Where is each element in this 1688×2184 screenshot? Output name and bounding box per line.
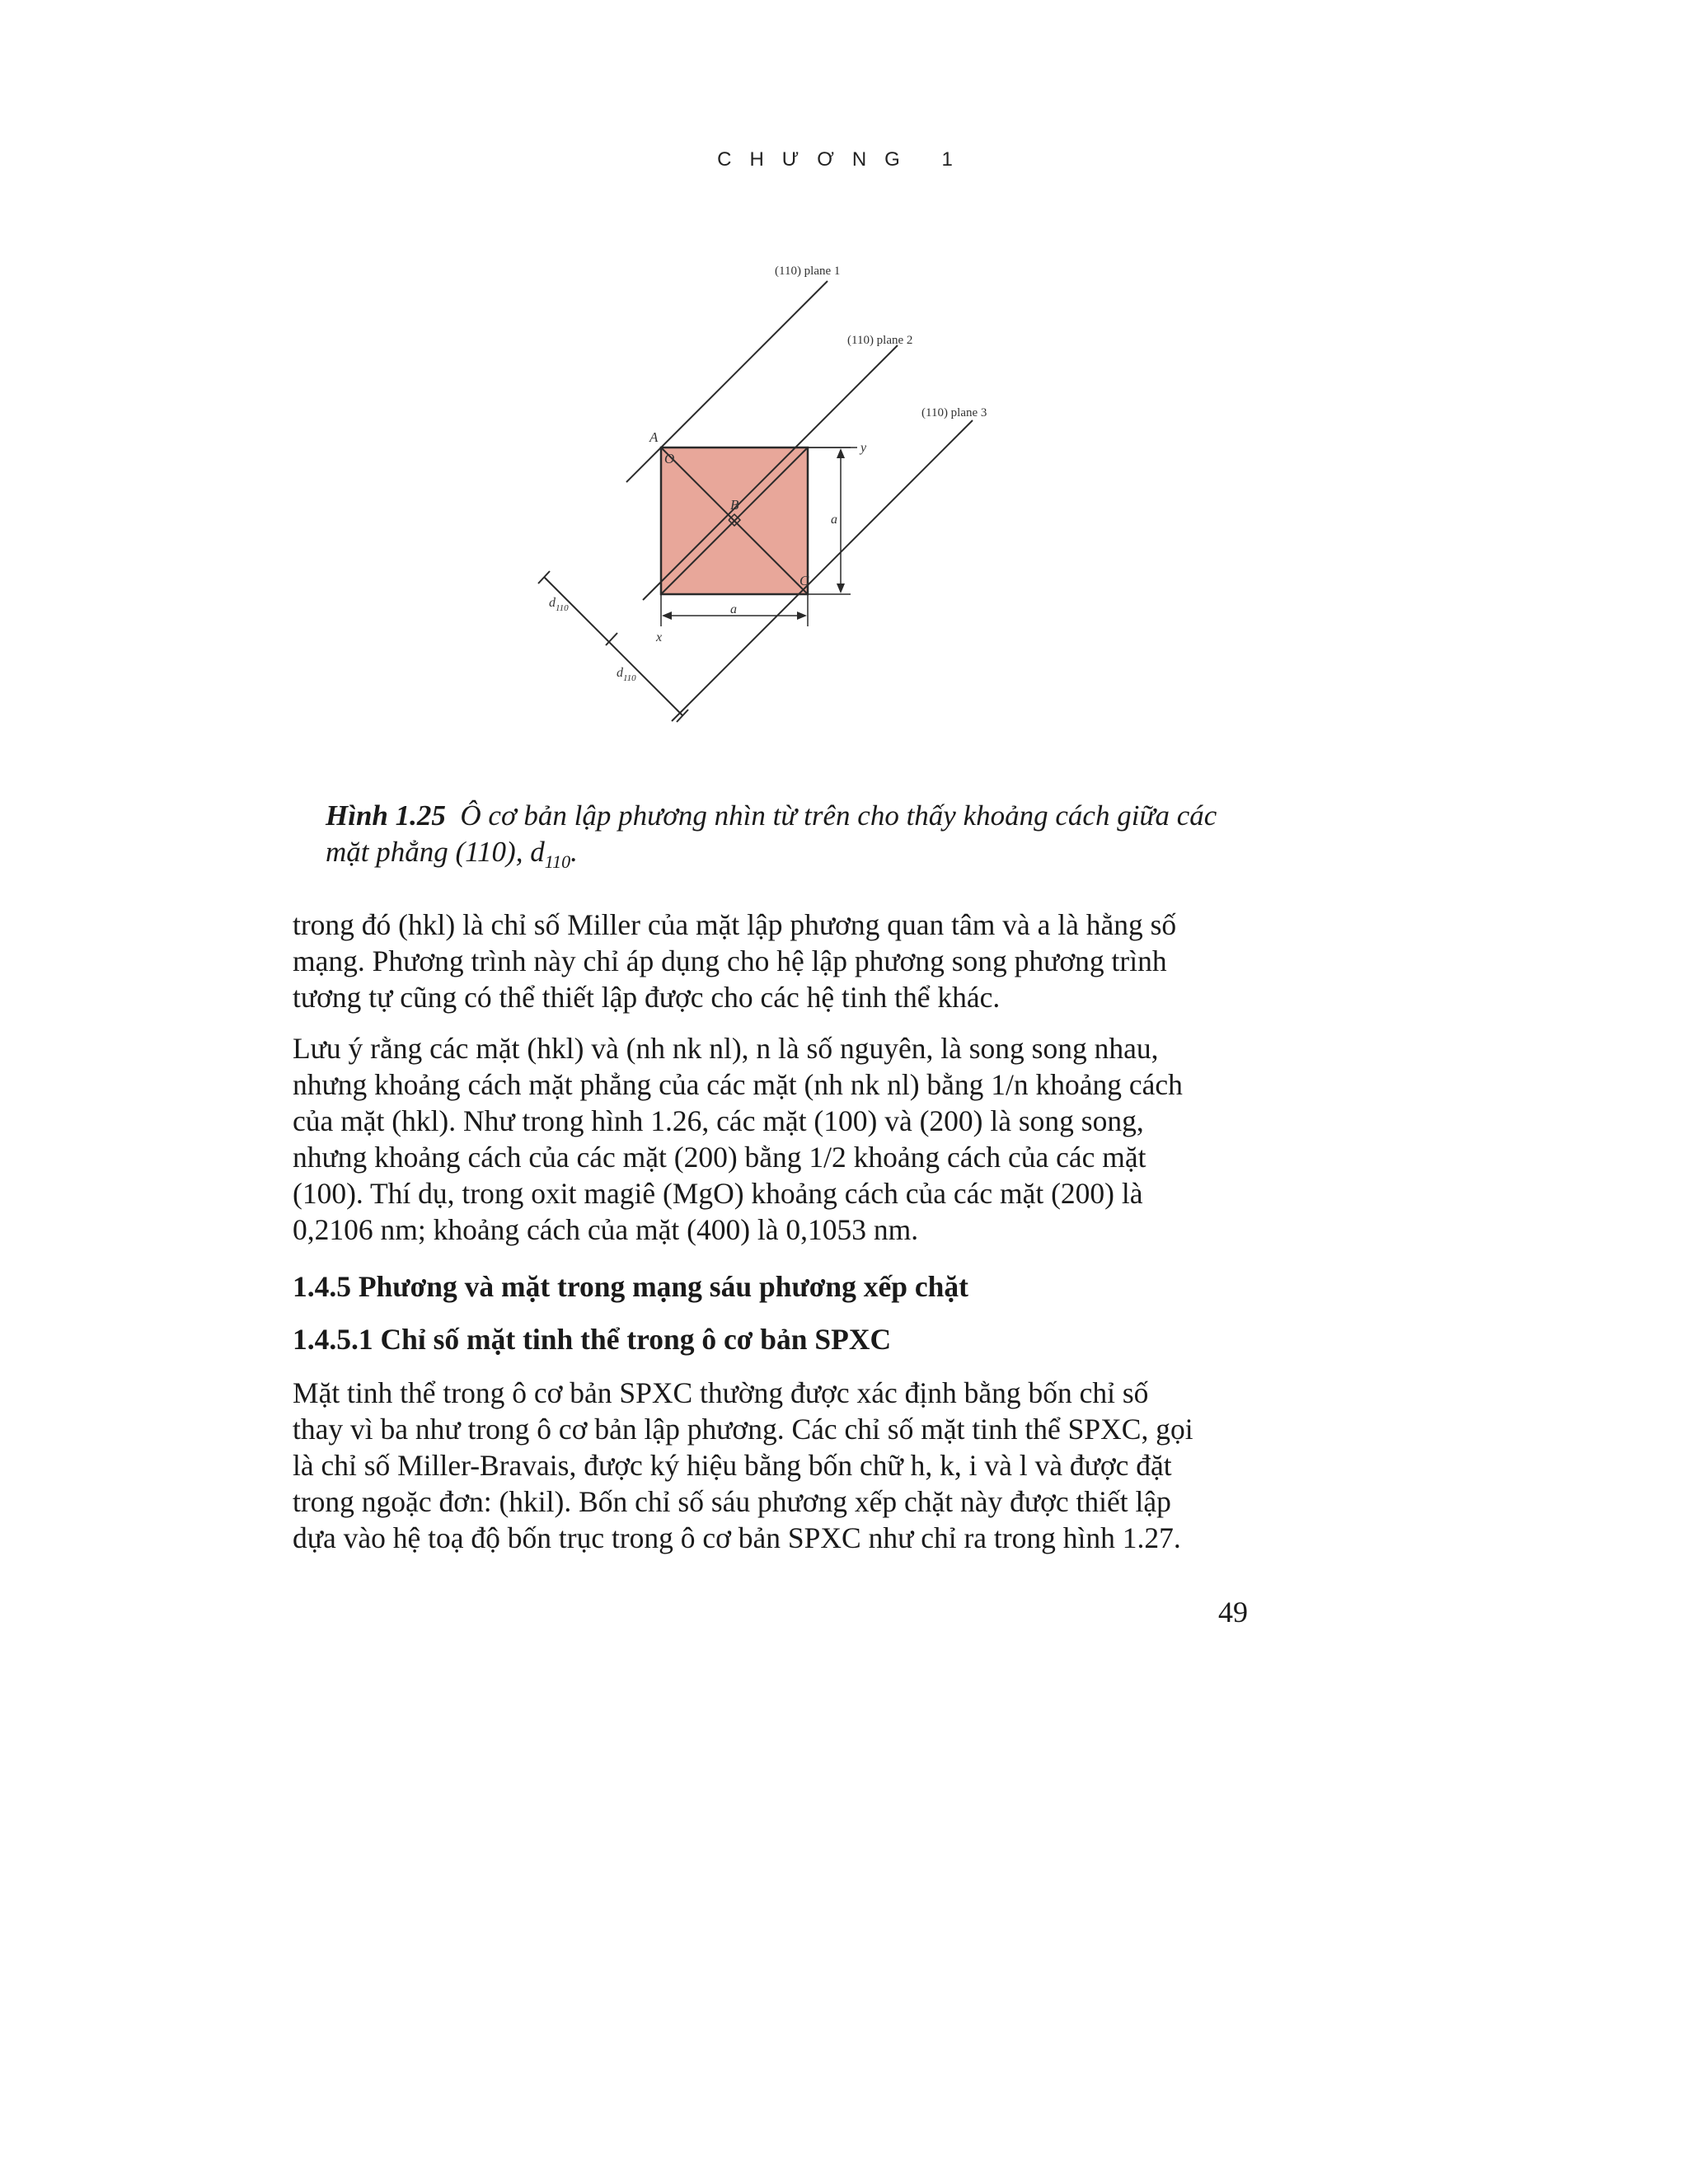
point-b-label: B [730, 497, 739, 513]
caption-line1: Ô cơ bản lập phương nhìn từ trên cho thấy khoảng cách giữa các [460, 799, 1217, 832]
x-axis-label: x [656, 630, 663, 644]
chapter-header: CHƯƠNG 1 [717, 148, 971, 171]
edge-a-right-label: a [831, 513, 837, 527]
caption-line2: mặt phẳng (110), d [326, 836, 545, 868]
plane1-label: (110) plane 1 [775, 265, 841, 278]
paragraph-3: Mặt tinh thể trong ô cơ bản SPXC thường được xác định bằng bốn chỉ số thay vì ba như trong ô cơ bản lập phương. Các chỉ số mặt tinh thể SPXC, gọi là chỉ số Miller-Bravais, được ký hiệu bằng bốn chữ h, k, i và l và được đặt trong ngoặc đơn: (hkil). Bốn chỉ số sáu phương xếp chặt này được thiết lập dựa vào hệ toạ độ bốn trục trong ô cơ bản SPXC như chỉ ra trong hình 1.27. [293, 1376, 1193, 1554]
cubic-cell-diagram [495, 247, 1088, 758]
section-heading: 1.4.5 Phương và mặt trong mạng sáu phương xếp chặt [293, 1270, 968, 1303]
figure-110-planes [495, 247, 1088, 758]
edge-a-bottom-label: a [730, 602, 737, 616]
plane2-label: (110) plane 2 [847, 334, 913, 347]
d110-label-2: $d_{110}$ [617, 666, 636, 683]
paragraph-2: Lưu ý rằng các mặt (hkl) và (nh nk nl), n là số nguyên, là song song nhau, nhưng khoảng cách mặt phẳng của các mặt (nh nk nl) bằng 1/n khoảng cách của mặt (hkl). Như trong hình 1.26, các mặt (100) và (200) là song song, nhưng khoảng cách của các mặt (200) bằng 1/2 khoảng cách của các mặt (100). Thí dụ, trong oxit magiê (MgO) khoảng cách của các mặt (200) là 0,2106 nm; khoảng cách của mặt (400) là 0,1053 nm. [293, 1032, 1183, 1246]
point-a-label: A [649, 429, 659, 445]
y-axis-label: y [860, 441, 867, 455]
plane3-label: (110) plane 3 [921, 406, 987, 419]
caption-sub: 110 [544, 851, 571, 872]
subsection-heading: 1.4.5.1 Chỉ số mặt tinh thể trong ô cơ bản SPXC [293, 1323, 892, 1356]
point-o-label: O [664, 451, 675, 466]
figure-caption: Hình 1.25 Ô cơ bản lập phương nhìn từ trên cho thấy khoảng cách giữa các mặt phẳng (110), $d_{110}$. [326, 799, 1217, 872]
d110-label-1: $d_{110}$ [549, 596, 569, 613]
page-number: 49 [1218, 1596, 1248, 1629]
paragraph-1: trong đó (hkl) là chỉ số Miller của mặt lập phương quan tâm và a là hằng số mạng. Phương trình này chỉ áp dụng cho hệ lập phương song phương trình tương tự cũng có thể thiết lập được cho các hệ tinh thể khác. [293, 908, 1177, 1014]
caption-label: Hình 1.25 [326, 799, 446, 832]
point-c-label: C [799, 573, 809, 588]
